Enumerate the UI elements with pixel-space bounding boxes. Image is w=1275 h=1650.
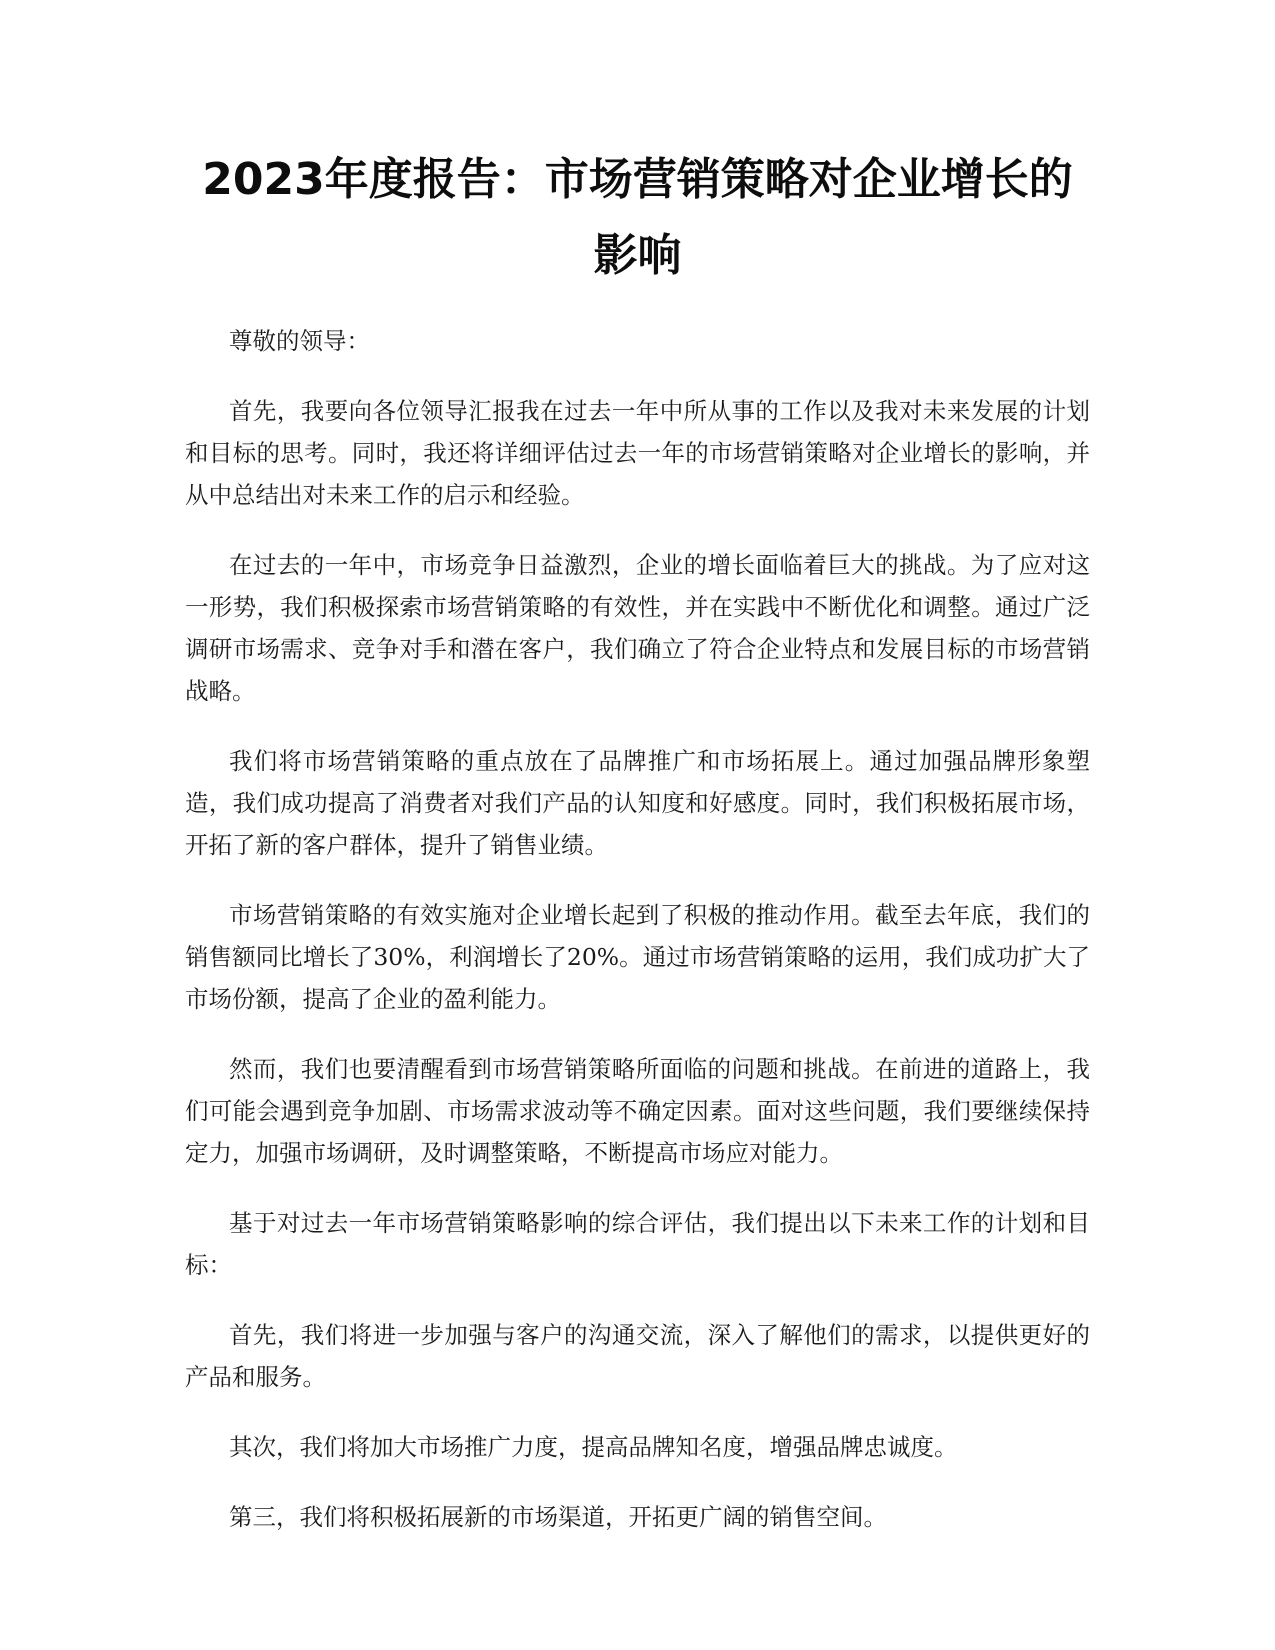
paragraph: 其次，我们将加大市场推广力度，提高品牌知名度，增强品牌忠诚度。 bbox=[229, 1433, 958, 1461]
paragraph: 第三，我们将积极拓展新的市场渠道，开拓更广阔的销售空间。 bbox=[229, 1503, 887, 1531]
title-line-2: 影响 bbox=[593, 230, 682, 281]
paragraph: 首先，我们将进一步加强与客户的沟通交流，深入了解他们的需求，以提供更好的产品和服务。 bbox=[185, 1321, 1090, 1391]
document-title bbox=[160, 142, 1115, 294]
document-body bbox=[185, 320, 1090, 1566]
paragraph: 然而，我们也要清醒看到市场营销策略所面临的问题和挑战。在前进的道路上，我们可能会遇到竞争加剧、市场需求波动等不确定因素。面对这些问题，我们要继续保持定力，加强市场调研，及时调整策略，不断提高市场应对能力。 bbox=[185, 1055, 1090, 1167]
paragraph: 市场营销策略的有效实施对企业增长起到了积极的推动作用。截至去年底，我们的销售额同比增长了30%，利润增长了20%。通过市场营销策略的运用，我们成功扩大了市场份额，提高了企业的盈利能力。 bbox=[185, 901, 1090, 1013]
title-line-1: 2023年度报告：市场营销策略对企业增长的 bbox=[202, 154, 1073, 205]
paragraph: 首先，我要向各位领导汇报我在过去一年中所从事的工作以及我对未来发展的计划和目标的思考。同时，我还将详细评估过去一年的市场营销策略对企业增长的影响，并从中总结出对未来工作的启示和经验。 bbox=[185, 397, 1090, 509]
paragraph: 我们将市场营销策略的重点放在了品牌推广和市场拓展上。通过加强品牌形象塑造，我们成功提高了消费者对我们产品的认知度和好感度。同时，我们积极拓展市场，开拓了新的客户群体，提升了销售业绩。 bbox=[185, 747, 1090, 859]
paragraph: 在过去的一年中，市场竞争日益激烈，企业的增长面临着巨大的挑战。为了应对这一形势，我们积极探索市场营销策略的有效性，并在实践中不断优化和调整。通过广泛调研市场需求、竞争对手和潜在客户，我们确立了符合企业特点和发展目标的市场营销战略。 bbox=[185, 551, 1090, 705]
paragraph: 基于对过去一年市场营销策略影响的综合评估，我们提出以下未来工作的计划和目标： bbox=[185, 1209, 1090, 1279]
salutation: 尊敬的领导： bbox=[229, 327, 370, 355]
